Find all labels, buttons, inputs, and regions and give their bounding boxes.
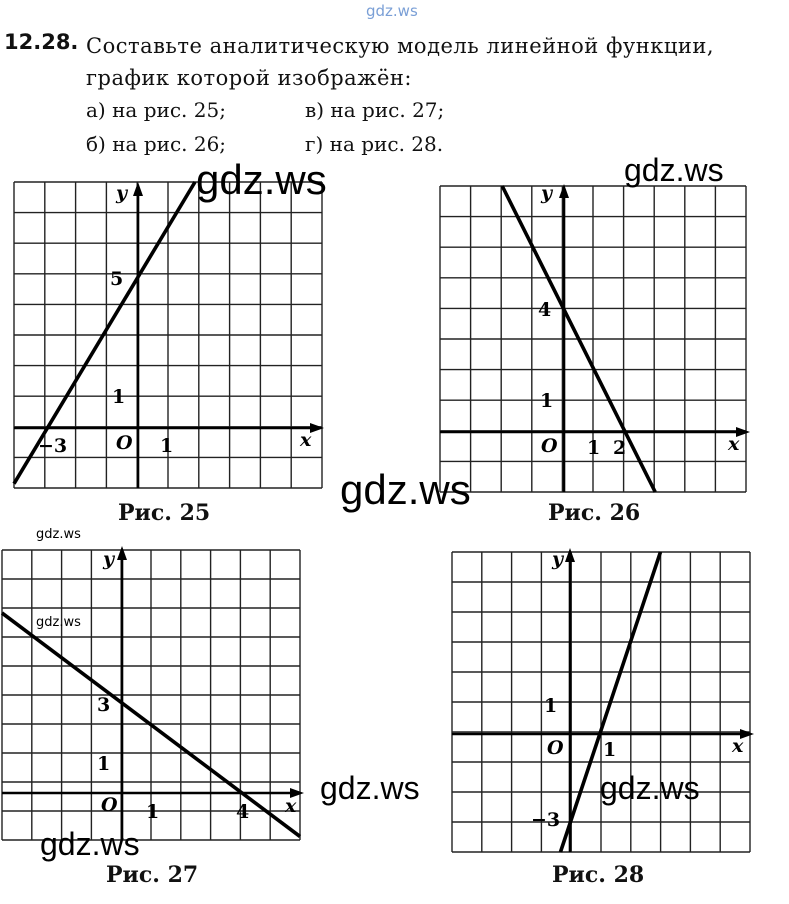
problem-text-line-1: Составьте аналитическую модель линейной функции, bbox=[86, 34, 715, 58]
y-axis-label: y bbox=[103, 548, 115, 570]
watermark-2: gdz.ws bbox=[624, 152, 724, 188]
figure-25-graph bbox=[14, 182, 324, 488]
y-axis-label: y bbox=[552, 548, 564, 570]
tick-label: 1 bbox=[160, 435, 174, 457]
tick-label: 1 bbox=[97, 753, 111, 775]
tick-label: 2 bbox=[613, 437, 627, 459]
tick-label: 1 bbox=[603, 739, 617, 761]
watermark-3: gdz.ws bbox=[340, 466, 471, 513]
option-g: г) на рис. 28. bbox=[305, 132, 444, 156]
tick-label: −3 bbox=[531, 809, 561, 831]
x-axis-label: x bbox=[300, 429, 312, 451]
watermark-8: gdz.ws bbox=[40, 826, 140, 862]
option-v: в) на рис. 27; bbox=[305, 98, 445, 122]
tick-label: 1 bbox=[112, 386, 126, 408]
tick-label: 4 bbox=[236, 801, 250, 823]
caption-fig-27: Рис. 27 bbox=[106, 862, 199, 888]
x-axis-label: x bbox=[728, 433, 740, 455]
x-axis-label: x bbox=[732, 735, 744, 757]
tick-label: 5 bbox=[110, 268, 124, 290]
x-axis-label: x bbox=[285, 795, 297, 817]
tick-label: 1 bbox=[540, 390, 554, 412]
tick-label: −3 bbox=[38, 435, 68, 457]
origin-label: O bbox=[101, 794, 118, 816]
watermark-4: gdz.ws bbox=[36, 527, 81, 542]
tick-label: 3 bbox=[97, 694, 111, 716]
tick-label: 1 bbox=[146, 801, 160, 823]
watermark-5: gdz.ws bbox=[36, 615, 81, 630]
problem-number: 12.28. bbox=[4, 30, 79, 54]
option-b: б) на рис. 26; bbox=[86, 132, 227, 156]
figure-27-graph bbox=[2, 546, 304, 840]
problem-text-line-2: график которой изображён: bbox=[86, 66, 413, 90]
caption-fig-25: Рис. 25 bbox=[118, 500, 211, 526]
option-a: а) на рис. 25; bbox=[86, 98, 226, 122]
tick-label: 4 bbox=[538, 299, 552, 321]
y-axis-arrow bbox=[133, 182, 143, 196]
y-axis-arrow bbox=[117, 546, 127, 560]
watermark-7: gdz.ws bbox=[600, 770, 700, 806]
tick-label: 1 bbox=[544, 695, 558, 717]
y-axis-label: y bbox=[116, 182, 128, 204]
caption-fig-28: Рис. 28 bbox=[552, 862, 645, 888]
watermark-1: gdz.ws bbox=[196, 156, 327, 203]
figure-26-graph bbox=[440, 182, 750, 492]
watermark-top: gdz.ws bbox=[366, 2, 418, 20]
y-axis-label: y bbox=[541, 182, 553, 204]
caption-fig-26: Рис. 26 bbox=[548, 500, 641, 526]
origin-label: O bbox=[116, 432, 133, 454]
origin-label: O bbox=[547, 737, 564, 759]
watermark-6: gdz.ws bbox=[320, 770, 420, 806]
y-axis-arrow bbox=[565, 548, 575, 562]
tick-label: 1 bbox=[587, 437, 601, 459]
origin-label: O bbox=[541, 435, 558, 457]
